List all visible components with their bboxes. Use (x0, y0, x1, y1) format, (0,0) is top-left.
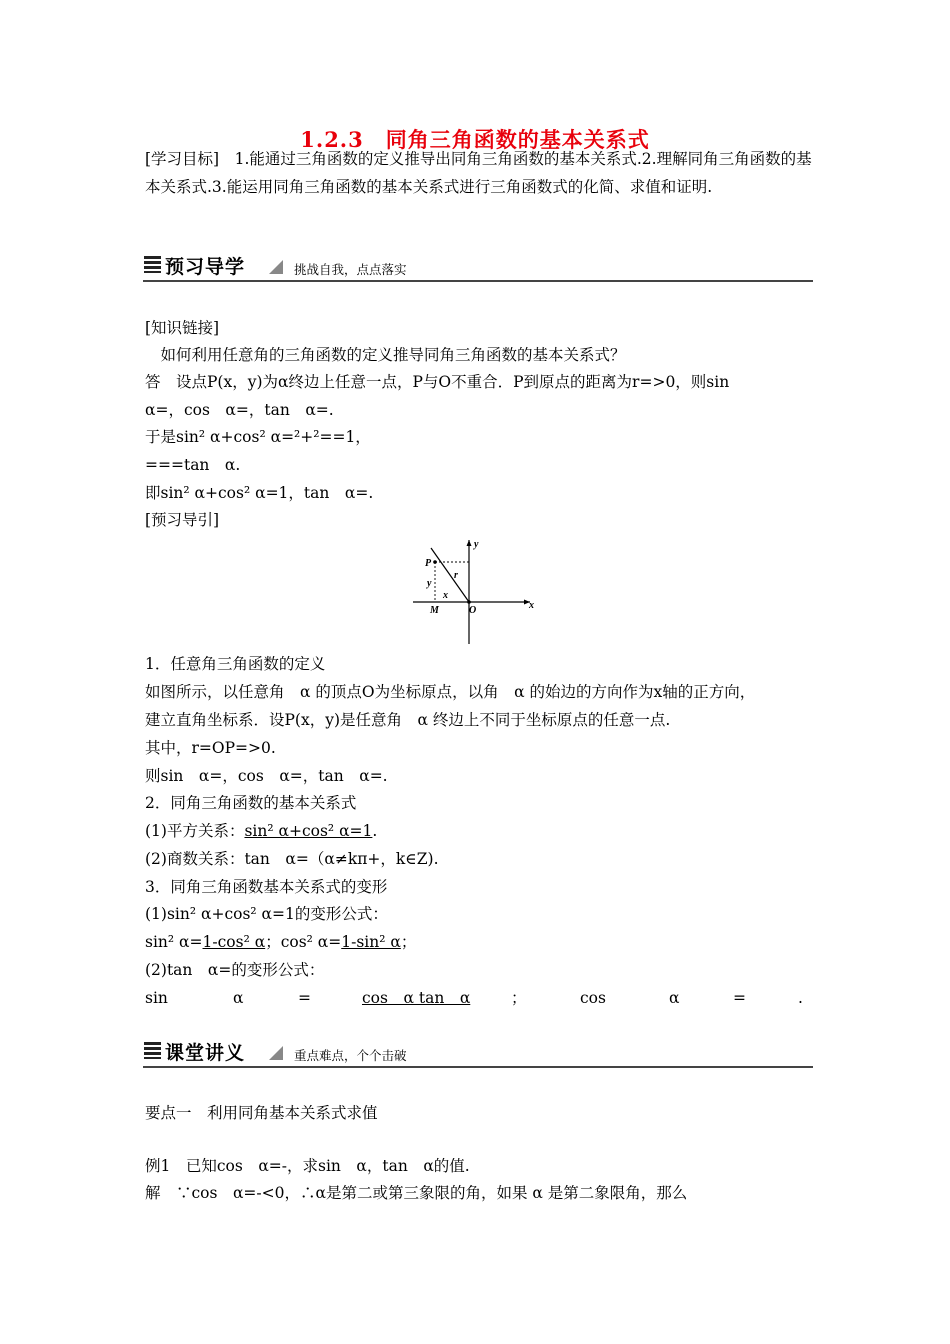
text-line (145, 821, 377, 841)
text-line: [知识链接] (145, 319, 220, 337)
text-span: = (298, 989, 311, 1007)
text-line (145, 932, 416, 952)
text-span: . (798, 989, 803, 1007)
text-line: 如图所示，以任意角 α 的顶点O为坐标原点，以角 α 的始边的方向作为x轴的正方向， (145, 683, 756, 701)
text-line: 即sin² α+cos² α=1，tan α=. (145, 484, 374, 502)
text-span: = (733, 989, 746, 1007)
banner-subtitle: 重点难点，个个击破 (294, 1048, 407, 1063)
answer-blank: 1-cos² α (202, 933, 266, 951)
text-span: α (669, 989, 680, 1007)
figure-label: P (425, 558, 432, 569)
text-span: cos (580, 989, 606, 1007)
text-span: ；cos² α= (265, 933, 342, 951)
figure-label: y (427, 578, 432, 589)
text-line: 答 设点P(x，y)为α终边上任意一点，P与O不重合．P到原点的距离为r=>0，则sin (145, 373, 730, 391)
text-span: sin² α= (145, 933, 203, 951)
figure-label: M (430, 605, 439, 616)
text-line: 其中，r=OP=>0. (145, 739, 276, 757)
figure-label: y (474, 539, 479, 550)
banner-heading: 预习导学 (165, 256, 246, 278)
wedge-icon (269, 260, 283, 274)
text-line: 例1 已知cos α=-，求sin α，tan α的值. (145, 1157, 470, 1175)
text-line: 于是sin² α+cos² α=²+²==1， (145, 428, 371, 446)
text-line: 2．同角三角函数的基本关系式 (145, 794, 357, 812)
text-span: α (233, 989, 244, 1007)
coordinate-figure (405, 534, 545, 646)
text-line: 解 ∵cos α=-<0，∴α是第二或第三象限的角，如果 α 是第二象限角，那么 (145, 1184, 688, 1202)
text-span: (2)商数关系：tan α= (145, 850, 309, 868)
text-line: ===tan α. (145, 456, 241, 474)
wedge-icon (269, 1046, 283, 1060)
figure-label: O (469, 605, 477, 616)
figure-label: r (454, 570, 458, 581)
text-line: (2)tan α=的变形公式： (145, 961, 325, 979)
text-span: （α≠kπ+，k∈Z) (308, 850, 434, 868)
text-line: 要点一 利用同角基本关系式求值 (145, 1104, 378, 1122)
stripes-icon (144, 1042, 161, 1059)
text-span: (1)平方关系： (145, 822, 245, 840)
text-line: 则sin α=，cos α=，tan α=. (145, 767, 388, 785)
text-line (145, 849, 439, 869)
text-line: 3．同角三角函数基本关系式的变形 (145, 878, 388, 896)
text-line: 如何利用任意角的三角函数的定义推导同角三角函数的基本关系式？ (145, 346, 626, 364)
text-line: 1．任意角三角函数的定义 (145, 655, 326, 673)
learning-objectives: [学习目标] 1.能通过三角函数的定义推导出同角三角函数的基本关系式.2.理解同角三角函数的基本关系式.3.能运用同角三角函数的基本关系式进行三角函数式的化简、求值和证明. (145, 150, 812, 196)
figure-label: x (529, 600, 534, 611)
text-span: sin (145, 989, 168, 1007)
answer-blank: cos α tan α (362, 989, 471, 1007)
text-line: [预习导引] (145, 511, 220, 529)
text-span: . (433, 850, 439, 868)
page-title: 1.2.3 同角三角函数的基本关系式 (300, 127, 650, 152)
text-span: ； (400, 933, 417, 951)
stripes-icon (144, 256, 161, 273)
text-line: (1)sin² α+cos² α=1的变形公式： (145, 905, 388, 923)
section-banner-preview (143, 250, 813, 282)
figure-label: x (443, 590, 448, 601)
banner-heading: 课堂讲义 (165, 1042, 246, 1064)
text-span: . (372, 822, 378, 840)
section-banner-lecture (143, 1036, 813, 1068)
text-line: α=，cos α=，tan α=. (145, 401, 334, 419)
text-line: 建立直角坐标系．设P(x，y)是任意角 α 终边上不同于坐标原点的任意一点. (145, 711, 671, 729)
divider (143, 1066, 813, 1068)
text-span: ； (511, 989, 527, 1007)
answer-blank: sin² α+cos² α=1 (244, 822, 373, 840)
divider (143, 280, 813, 282)
banner-subtitle: 挑战自我，点点落实 (294, 262, 407, 277)
answer-blank: 1-sin² α (341, 933, 401, 951)
